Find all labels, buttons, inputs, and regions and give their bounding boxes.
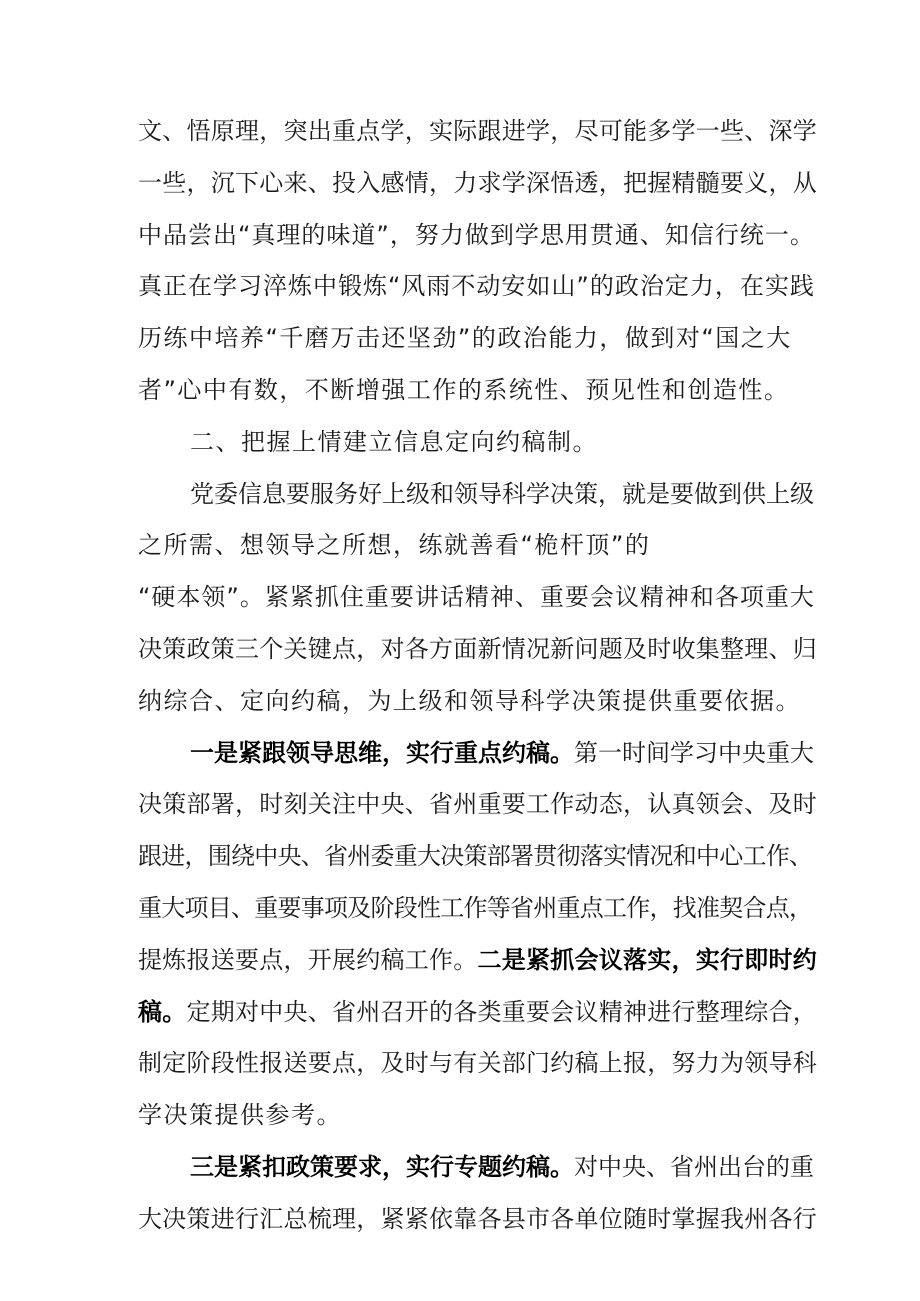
- text-line: [138, 1038, 818, 1090]
- text-line: [138, 883, 818, 935]
- text-segment: 对中央、省州出台的重: [574, 1152, 814, 1181]
- text-line: [138, 158, 818, 210]
- text-line: [138, 417, 818, 469]
- text-segment: 者”心中有数，不断增强工作的系统性、预见性和创造性。: [138, 375, 790, 404]
- text-line: [138, 676, 818, 728]
- text-segment: 决策政策三个关键点，对各方面新情况新问题及时收集整理、归: [138, 634, 817, 663]
- text-line: [138, 1142, 818, 1194]
- text-line: [138, 728, 818, 780]
- text-segment: 定期对中央、省州召开的各类重要会议精神进行整理综合，: [186, 997, 817, 1026]
- text-segment: 一些，沉下心来、投入感情，力求学深悟透，把握精髓要义，从: [138, 168, 817, 197]
- text-segment: 提炼报送要点，开展约稿工作。: [138, 945, 478, 974]
- text-segment: 中品尝出“真理的味道”，努力做到学思用贯通、知信行统一。: [138, 220, 815, 249]
- text-line: [138, 261, 818, 313]
- document-body: [138, 106, 818, 1246]
- bold-text-segment: 三是紧扣政策要求，实行专题约稿。: [190, 1152, 574, 1181]
- text-segment: 真正在学习淬炼中锻炼“风雨不动安如山”的政治定力，在实践: [138, 272, 815, 301]
- text-line: [138, 313, 818, 365]
- text-segment: 二、把握上情建立信息定向约稿制。: [190, 427, 598, 456]
- text-segment: 重大项目、重要事项及阶段性工作等省州重点工作，找准契合点，: [138, 893, 813, 922]
- text-segment: 党委信息要服务好上级和领导科学决策，就是要做到供上级: [190, 479, 814, 508]
- text-line: [138, 106, 818, 158]
- text-line: [138, 572, 818, 624]
- text-line: [138, 624, 818, 676]
- text-line: [138, 1194, 818, 1246]
- text-line: [138, 779, 818, 831]
- text-segment: 之所需、想领导之所想，练就善看“桅杆顶”的: [138, 531, 651, 560]
- text-segment: 文、悟原理，突出重点学，实际跟进学，尽可能多学一些、深学: [138, 117, 817, 145]
- text-segment: “硬本领”。紧紧抓住重要讲话精神、重要会议精神和各项重大: [138, 583, 815, 612]
- text-line: [138, 365, 818, 417]
- text-segment: 跟进，围绕中央、省州委重大决策部署贯彻落实情况和中心工作、: [138, 842, 813, 871]
- text-segment: 历练中培养“千磨万击还坚劲”的政治能力，做到对“国之大: [138, 324, 792, 353]
- bold-text-segment: 二是紧抓会议落实，实行即时约: [477, 945, 817, 974]
- text-line: [138, 987, 818, 1039]
- bold-text-segment: 稿。: [138, 997, 187, 1026]
- text-segment: 学决策提供参考。: [138, 1101, 342, 1130]
- text-line: [138, 1090, 818, 1142]
- text-segment: 第一时间学习中央重大: [574, 738, 814, 767]
- text-line: [138, 210, 818, 262]
- text-line: [138, 469, 818, 521]
- text-segment: 大决策进行汇总梳理，紧紧依靠各县市各单位随时掌握我州各行: [138, 1204, 817, 1233]
- text-segment: 纳综合、定向约稿，为上级和领导科学决策提供重要依据。: [138, 686, 801, 715]
- text-segment: 决策部署，时刻关注中央、省州重要工作动态，认真领会、及时: [138, 790, 817, 819]
- text-segment: 制定阶段性报送要点，及时与有关部门约稿上报，努力为领导科: [138, 1049, 817, 1078]
- text-line: [138, 831, 818, 883]
- text-line: [138, 935, 818, 987]
- text-line: [138, 520, 818, 572]
- bold-text-segment: 一是紧跟领导思维，实行重点约稿。: [190, 738, 574, 767]
